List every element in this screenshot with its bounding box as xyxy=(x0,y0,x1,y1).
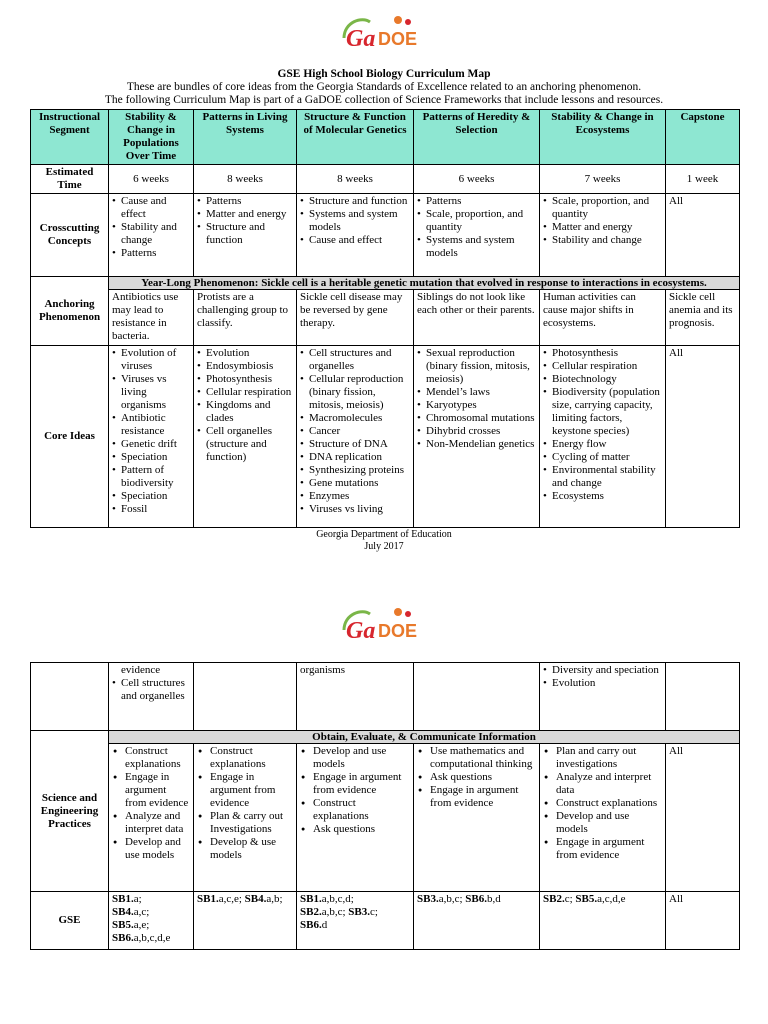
gse-cell: All xyxy=(666,892,740,950)
list-item: • Enzymes xyxy=(300,490,410,503)
list-item: • Scale, proportion, and quantity xyxy=(543,195,662,221)
list-item: • Systems and system models xyxy=(417,234,536,260)
gse-row xyxy=(31,892,740,950)
practices-cell xyxy=(109,744,194,892)
time-cell: 8 weeks xyxy=(194,165,297,194)
svg-text:DOE: DOE xyxy=(378,29,418,49)
continued-text: evidence xyxy=(121,664,161,676)
time-cell: 1 week xyxy=(666,165,740,194)
core-ideas-row xyxy=(31,346,740,528)
core-ideas-cell xyxy=(540,346,666,528)
standard-code: SB6. xyxy=(300,919,322,931)
row-label: Core Ideas xyxy=(31,346,109,528)
practices-row xyxy=(31,744,740,892)
standard-code: SB1. xyxy=(197,893,219,905)
footer-org: Georgia Department of Education xyxy=(316,529,452,540)
list-item: • Genetic drift xyxy=(112,438,190,451)
page-footer xyxy=(0,529,768,553)
continued-cell xyxy=(540,663,666,731)
col-header: Stability & Change in Populations Over Time xyxy=(109,110,194,165)
document-intro-line2: The following Curriculum Map is part of a GaDOE collection of Science Frameworks that include lessons and resources. xyxy=(104,94,664,106)
col-header: Instructional Segment xyxy=(31,110,109,165)
standard-elements: a,e; xyxy=(133,919,150,931)
list-item: ● Plan and carry out investigations xyxy=(543,745,662,771)
practices-cell xyxy=(540,744,666,892)
practices-band: Obtain, Evaluate, & Communicate Information xyxy=(109,731,740,744)
gse-cell xyxy=(414,892,540,950)
core-ideas-cell: All xyxy=(666,346,740,528)
standard-elements: a,c,e; xyxy=(218,893,245,905)
list-item: • Dihybrid crosses xyxy=(417,425,536,438)
standard-elements: a,b,c; xyxy=(438,893,466,905)
continued-cell xyxy=(109,663,194,731)
standard-code: SB5. xyxy=(112,919,134,931)
standard-elements: d xyxy=(321,919,328,931)
standard-elements: c; xyxy=(564,893,576,905)
gadoe-logo xyxy=(340,604,428,650)
crosscutting-cell xyxy=(297,194,414,277)
list-item: • Stability and change xyxy=(543,234,662,247)
standard-elements: c; xyxy=(370,906,378,918)
core-ideas-cell xyxy=(194,346,297,528)
list-item: ● Develop and use models xyxy=(112,836,190,862)
list-item: • Patterns xyxy=(417,195,536,208)
core-ideas-cell xyxy=(297,346,414,528)
list-item: • Environmental stability and change xyxy=(543,464,662,490)
list-item: ● Ask questions xyxy=(417,771,536,784)
list-item: • Cause and effect xyxy=(300,234,410,247)
col-header: Patterns in Living Systems xyxy=(194,110,297,165)
list-item: ● Analyze and interpret data xyxy=(543,771,662,797)
list-item: • Patterns xyxy=(112,247,190,260)
col-header: Patterns of Heredity & Selection xyxy=(414,110,540,165)
list-item: • Energy flow xyxy=(543,438,662,451)
list-item: • Ecosystems xyxy=(543,490,662,503)
curriculum-map-table xyxy=(30,109,740,528)
standard-code: SB1. xyxy=(112,893,134,905)
list-item: • Cellular reproduction (binary fission, mitosis, meiosis) xyxy=(300,373,410,412)
crosscutting-cell xyxy=(540,194,666,277)
svg-text:Ga: Ga xyxy=(346,26,376,52)
anchoring-cell: Antibiotics use may lead to resistance in bacteria. xyxy=(109,290,194,346)
list-item: • Cell structures and organelles xyxy=(300,347,410,373)
anchoring-cell: Sickle cell anemia and its prognosis. xyxy=(666,290,740,346)
list-item: • Macromolecules xyxy=(300,412,410,425)
gse-cell xyxy=(297,892,414,950)
standard-elements: a,b,c,d,e xyxy=(133,932,171,944)
gadoe-logo xyxy=(340,12,428,58)
row-label: GSE xyxy=(31,892,109,950)
practices-cell: All xyxy=(666,744,740,892)
gse-cell xyxy=(109,892,194,950)
list-item: • Biotechnology xyxy=(543,373,662,386)
list-item: • Viruses vs living xyxy=(300,503,410,516)
list-item: • Biodiversity (population size, carrying capacity, limiting factors, keystone species) xyxy=(543,386,662,438)
document-heading xyxy=(0,68,768,107)
list-item: ● Engage in argument from evidence xyxy=(417,784,536,810)
list-item: ● Develop and use models xyxy=(300,745,410,771)
standard-elements: a,b,c; xyxy=(321,906,349,918)
list-item: ● Analyze and interpret data xyxy=(112,810,190,836)
list-item: ● Engage in argument from evidence xyxy=(197,771,293,810)
list-item: • Mendel’s laws xyxy=(417,386,536,399)
list-item: • Synthesizing proteins xyxy=(300,464,410,477)
row-label: Estimated Time xyxy=(31,165,109,194)
standard-code: SB4. xyxy=(112,906,134,918)
row-label: Science and Engineering Practices xyxy=(31,731,109,892)
crosscutting-cell xyxy=(414,194,540,277)
practices-band-row xyxy=(31,731,740,744)
list-item: • Cellular respiration xyxy=(543,360,662,373)
svg-text:Ga: Ga xyxy=(346,618,376,644)
list-item: • Antibiotic resistance xyxy=(112,412,190,438)
list-item: ● Develop and use models xyxy=(543,810,662,836)
list-item: • Evolution of viruses xyxy=(112,347,190,373)
list-item: • Cellular respiration xyxy=(197,386,293,399)
continued-cell xyxy=(666,663,740,731)
list-item: • Sexual reproduction (binary fission, mitosis, meiosis) xyxy=(417,347,536,386)
gadoe-logo-graphic xyxy=(340,12,428,58)
row-label: Crosscutting Concepts xyxy=(31,194,109,277)
gadoe-logo-graphic xyxy=(340,604,428,650)
list-item: • Endosymbiosis xyxy=(197,360,293,373)
list-item: ● Develop & use models xyxy=(197,836,293,862)
list-item: • Stability and change xyxy=(112,221,190,247)
list-item: • Matter and energy xyxy=(197,208,293,221)
list-item: ● Construct explanations xyxy=(112,745,190,771)
gse-cell xyxy=(540,892,666,950)
standard-code: SB4. xyxy=(244,893,267,905)
time-cell: 6 weeks xyxy=(109,165,194,194)
list-item: • Evolution xyxy=(543,677,662,690)
list-item: ● Construct explanations xyxy=(197,745,293,771)
list-item: • Matter and energy xyxy=(543,221,662,234)
time-cell: 8 weeks xyxy=(297,165,414,194)
standard-code: SB2. xyxy=(543,893,565,905)
standard-code: SB1. xyxy=(300,893,322,905)
practices-cell xyxy=(414,744,540,892)
list-item: ● Construct explanations xyxy=(300,797,410,823)
continued-label-cell xyxy=(31,663,109,731)
document-title: GSE High School Biology Curriculum Map xyxy=(277,68,491,80)
list-item: • Diversity and speciation xyxy=(543,664,662,677)
list-item: ● Use mathematics and computational thinking xyxy=(417,745,536,771)
gse-cell xyxy=(194,892,297,950)
list-item: • Photosynthesis xyxy=(543,347,662,360)
anchoring-cell: Siblings do not look like each other or their parents. xyxy=(414,290,540,346)
list-item: • Kingdoms and clades xyxy=(197,399,293,425)
anchoring-cell: Human activities can cause major shifts in ecosystems. xyxy=(540,290,666,346)
col-header: Capstone xyxy=(666,110,740,165)
list-item: ● Engage in argument from evidence xyxy=(300,771,410,797)
standard-code: SB2. xyxy=(300,906,322,918)
practices-cell xyxy=(194,744,297,892)
continued-cell xyxy=(194,663,297,731)
list-item: • Cycling of matter xyxy=(543,451,662,464)
list-item: • Cause and effect xyxy=(112,195,190,221)
estimated-time-row xyxy=(31,165,740,194)
standard-code: SB6. xyxy=(465,893,488,905)
document-intro-line1: These are bundles of core ideas from the Georgia Standards of Excellence related to an anchoring phenomenon. xyxy=(126,81,642,93)
list-item: • Cell organelles (structure and function) xyxy=(197,425,293,464)
standard-code: SB6. xyxy=(112,932,134,944)
anchoring-cell: Sickle cell disease may be reversed by gene therapy. xyxy=(297,290,414,346)
list-item: ● Construct explanations xyxy=(543,797,662,810)
standard-code: SB3. xyxy=(417,893,439,905)
standard-elements: b,d xyxy=(487,893,501,905)
list-item: • Cell structures and organelles xyxy=(112,677,190,703)
time-cell: 6 weeks xyxy=(414,165,540,194)
footer-date: July 2017 xyxy=(364,541,404,552)
standard-code: SB3. xyxy=(348,906,371,918)
list-item: ● Engage in argument from evidence xyxy=(543,836,662,862)
standard-code: SB5. xyxy=(575,893,598,905)
standard-elements: a,b; xyxy=(266,893,283,905)
list-item: • Structure of DNA xyxy=(300,438,410,451)
anchoring-cell: Protists are a challenging group to classify. xyxy=(194,290,297,346)
continued-cell: organisms xyxy=(297,663,414,731)
continued-row xyxy=(31,663,740,731)
list-item: • Chromosomal mutations xyxy=(417,412,536,425)
crosscutting-cell xyxy=(109,194,194,277)
crosscutting-row xyxy=(31,194,740,277)
list-item: • DNA replication xyxy=(300,451,410,464)
list-item: ● Engage in argument from evidence xyxy=(112,771,190,810)
list-item: • Evolution xyxy=(197,347,293,360)
standard-elements: a; xyxy=(133,893,142,905)
col-header: Stability & Change in Ecosystems xyxy=(540,110,666,165)
list-item: • Speciation xyxy=(112,490,190,503)
list-item: • Gene mutations xyxy=(300,477,410,490)
list-item: • Scale, proportion, and quantity xyxy=(417,208,536,234)
list-item: • Pattern of biodiversity xyxy=(112,464,190,490)
list-item: • Structure and function xyxy=(197,221,293,247)
standard-elements: a,c; xyxy=(133,906,150,918)
phenomenon-band-row xyxy=(31,277,740,290)
list-item: ● Ask questions xyxy=(300,823,410,836)
header-row xyxy=(31,110,740,165)
standard-elements: a,b,c,d; xyxy=(321,893,354,905)
list-item: ● Plan & carry out Investigations xyxy=(197,810,293,836)
curriculum-map-table-continued xyxy=(30,662,740,950)
list-item: • Karyotypes xyxy=(417,399,536,412)
list-item: • Photosynthesis xyxy=(197,373,293,386)
list-item: • Viruses vs living organisms xyxy=(112,373,190,412)
list-item: • Cancer xyxy=(300,425,410,438)
practices-cell xyxy=(297,744,414,892)
list-item: • Speciation xyxy=(112,451,190,464)
list-item: • Structure and function xyxy=(300,195,410,208)
list-item: • Non-Mendelian genetics xyxy=(417,438,536,451)
col-header: Structure & Function of Molecular Genetics xyxy=(297,110,414,165)
crosscutting-cell: All xyxy=(666,194,740,277)
phenomenon-band: Year-Long Phenomenon: Sickle cell is a heritable genetic mutation that evolved in response to interactions in ecosystems. xyxy=(109,277,740,290)
list-item: • Patterns xyxy=(197,195,293,208)
time-cell: 7 weeks xyxy=(540,165,666,194)
list-item: • Systems and system models xyxy=(300,208,410,234)
core-ideas-cell xyxy=(109,346,194,528)
svg-text:DOE: DOE xyxy=(378,621,418,641)
core-ideas-cell xyxy=(414,346,540,528)
continued-cell xyxy=(414,663,540,731)
standard-elements: a,c,d,e xyxy=(597,893,626,905)
crosscutting-cell xyxy=(194,194,297,277)
anchoring-row xyxy=(31,290,740,346)
row-label: Anchoring Phenomenon xyxy=(31,277,109,346)
list-item: • Fossil xyxy=(112,503,190,516)
